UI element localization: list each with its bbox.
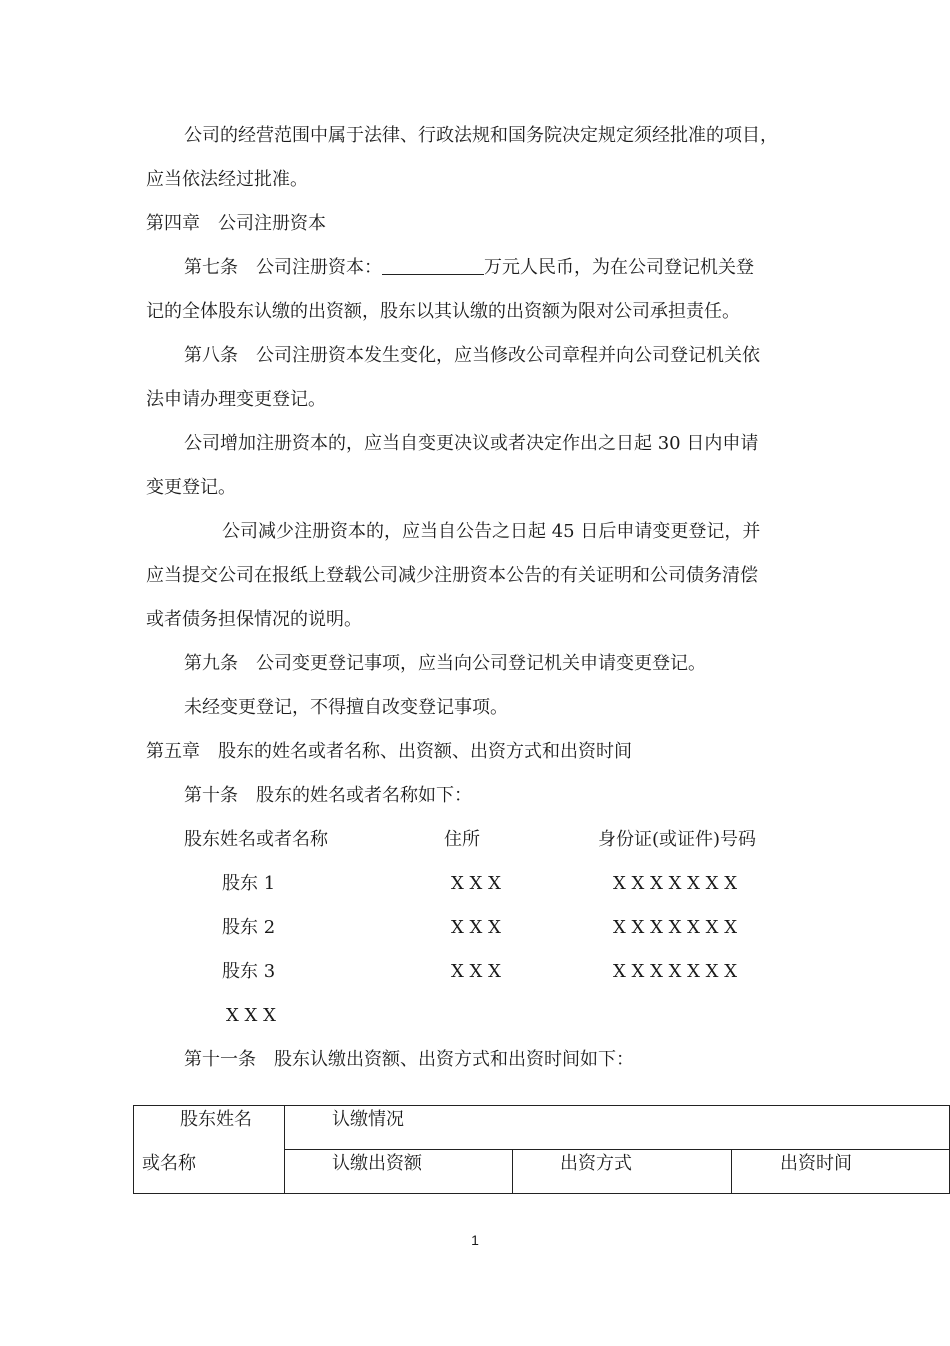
shareholder-id: X X X X X X X — [613, 873, 738, 894]
table-header-text: 出资方式 — [560, 1153, 632, 1174]
shareholder-address: X X X — [451, 961, 501, 982]
shareholder-id: X X X X X X X — [613, 917, 738, 938]
paragraph-line: 或者债务担保情况的说明。 — [146, 609, 362, 630]
paragraph-line: 应当依法经过批准。 — [146, 169, 308, 190]
paragraph-line: 记的全体股东认缴的出资额，股东以其认缴的出资额为限对公司承担责任。 — [146, 301, 740, 322]
shareholder-id: X X X X X X X — [613, 961, 738, 982]
article-number: 第七条 — [184, 257, 238, 278]
paragraph-line: 第十条 股东的姓名或者名称如下： — [184, 785, 472, 806]
table-header-text: 认缴出资额 — [332, 1153, 422, 1174]
chapter-heading: 第五章 股东的姓名或者名称、出资额、出资方式和出资时间 — [146, 741, 632, 762]
table-cell-subheader — [285, 1150, 513, 1194]
paragraph-line: 未经变更登记，不得擅自改变登记事项。 — [184, 697, 508, 718]
shareholder-name: 股东 1 — [222, 873, 276, 894]
paragraph-line: 第九条 公司变更登记事项，应当向公司登记机关申请变更登记。 — [184, 653, 706, 674]
paragraph-line: 第八条 公司注册资本发生变化，应当修改公司章程并向公司登记机关依 — [184, 345, 760, 366]
paragraph-line: 公司减少注册资本的，应当自公告之日起 45 日后申请变更登记，并 — [222, 521, 761, 542]
paragraph-line: 第十一条 股东认缴出资额、出资方式和出资时间如下： — [184, 1049, 634, 1070]
shareholder-address: X X X — [451, 917, 501, 938]
table-cell-group-header — [285, 1106, 950, 1150]
table-cell-subheader — [513, 1150, 732, 1194]
shareholder-name: 股东 2 — [222, 917, 276, 938]
shareholder-address: X X X — [451, 873, 501, 894]
capital-blank-field[interactable] — [382, 256, 484, 275]
table-header-text: 或名称 — [142, 1153, 196, 1174]
table-cell-subheader — [732, 1150, 950, 1194]
contribution-table — [133, 1105, 950, 1194]
table-header-text: 股东姓名 — [180, 1109, 252, 1130]
chapter-heading: 第四章 公司注册资本 — [146, 213, 326, 234]
article-text: 万元人民币，为在公司登记机关登 — [484, 257, 754, 278]
paragraph-line: 公司增加注册资本的，应当自变更决议或者决定作出之日起 30 日内申请 — [184, 433, 759, 454]
table-cell-shareholder — [134, 1106, 285, 1194]
page-number: 1 — [471, 1232, 479, 1248]
article-7-line — [184, 256, 754, 280]
table-header-text: 出资时间 — [780, 1153, 852, 1174]
list-header-name: 股东姓名或者名称 — [184, 829, 328, 850]
paragraph-line: 法申请办理变更登记。 — [146, 389, 326, 410]
article-text: 公司注册资本： — [256, 257, 382, 278]
list-header-id: 身份证(或证件)号码 — [598, 829, 757, 850]
shareholder-extra: X X X — [226, 1005, 276, 1026]
list-header-address: 住所 — [444, 829, 480, 850]
paragraph-line: 公司的经营范围中属于法律、行政法规和国务院决定规定须经批准的项目， — [184, 125, 778, 146]
shareholder-name: 股东 3 — [222, 961, 276, 982]
table-header-text: 认缴情况 — [332, 1109, 404, 1130]
paragraph-line: 变更登记。 — [146, 477, 236, 498]
paragraph-line: 应当提交公司在报纸上登载公司减少注册资本公告的有关证明和公司债务清偿 — [146, 565, 758, 586]
